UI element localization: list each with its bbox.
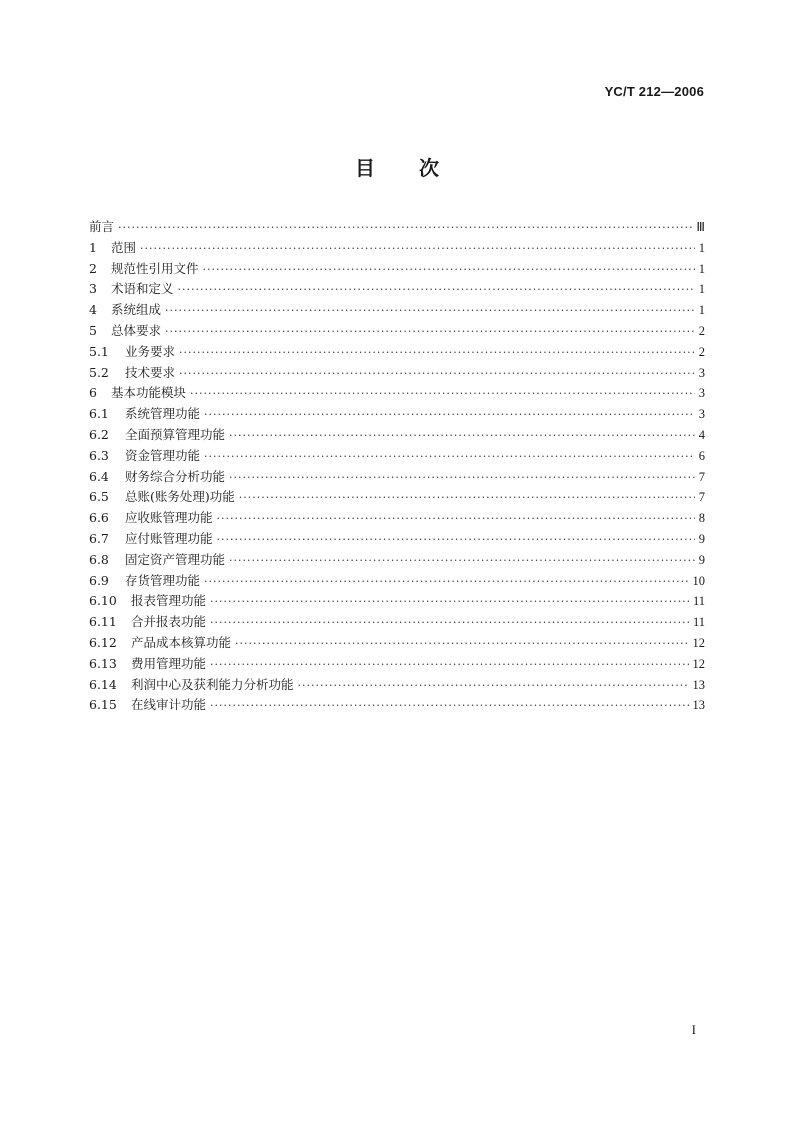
toc-entry[interactable]: [89, 633, 705, 654]
toc-dot-leader: [204, 447, 695, 468]
toc-entry-label: 在线审计功能: [131, 697, 207, 713]
toc-entry[interactable]: [89, 217, 705, 238]
toc-entry-number: 2: [89, 260, 97, 276]
toc-entry[interactable]: [89, 695, 705, 716]
toc-entry-page: 11: [692, 615, 705, 630]
toc-dot-leader: [210, 655, 688, 676]
toc-entry-number: 6.5: [89, 489, 109, 505]
toc-entry[interactable]: [89, 612, 705, 633]
toc-entry-page: 3: [698, 386, 705, 401]
toc-entry-label: 系统组成: [111, 302, 162, 318]
toc-dot-leader: [203, 260, 695, 281]
toc-entry-label: 前言: [89, 219, 115, 234]
toc-dot-leader: [217, 530, 695, 551]
toc-entry-number: 6.8: [89, 551, 109, 567]
toc-entry-label: 业务要求: [125, 343, 176, 359]
toc-entry[interactable]: [89, 487, 705, 508]
toc-entry-page: 1: [698, 282, 705, 297]
toc-entry-label: 总体要求: [111, 322, 162, 338]
toc-entry-page: 13: [692, 677, 705, 692]
toc-entry[interactable]: [89, 467, 705, 488]
toc-entry[interactable]: [89, 654, 705, 675]
toc-entry-label: 固定资产管理功能: [125, 551, 226, 567]
toc-entry[interactable]: [89, 300, 705, 321]
toc-dot-leader: [229, 468, 695, 489]
toc-entry-number: 6.12: [89, 634, 117, 650]
toc-dot-leader: [210, 613, 689, 634]
toc-entry[interactable]: [89, 529, 705, 550]
toc-entry-label: 存货管理功能: [125, 572, 201, 588]
toc-entry-number: 6.14: [89, 676, 117, 692]
toc-entry-number: 6.4: [89, 468, 109, 484]
toc-entry-label: 技术要求: [125, 364, 176, 380]
toc-entry-label: 应收账管理功能: [125, 510, 213, 526]
toc-dot-leader: [204, 572, 688, 593]
toc-entry[interactable]: [89, 321, 705, 342]
toc-entry-label: 费用管理功能: [131, 655, 207, 671]
toc-entry-label: 全面预算管理功能: [125, 426, 226, 442]
page-number: I: [691, 1022, 696, 1037]
toc-entry-number: 1: [89, 239, 97, 255]
toc-entry-label: 合并报表功能: [131, 614, 207, 630]
toc-dot-leader: [210, 696, 688, 717]
toc-entry-number: 6.2: [89, 426, 109, 442]
toc-entry[interactable]: [89, 363, 705, 384]
toc-entry-page: 7: [698, 469, 705, 484]
toc-entry[interactable]: [89, 508, 705, 529]
toc-entry-label: 范围: [111, 239, 137, 255]
toc-entry-label: 术语和定义: [111, 281, 174, 297]
toc-dot-leader: [217, 509, 695, 530]
toc-entry-page: 2: [698, 344, 705, 359]
toc-entry-page: 2: [698, 323, 705, 338]
toc-entry-page: Ⅲ: [696, 220, 705, 234]
toc-entry-page: 9: [698, 531, 705, 546]
toc-dot-leader: [118, 218, 692, 239]
toc-entry[interactable]: [89, 279, 705, 300]
toc-entry-page: 11: [692, 594, 705, 609]
toc-entry-number: 5.1: [89, 343, 109, 359]
toc-entry-page: 3: [698, 407, 705, 422]
toc-dot-leader: [140, 239, 695, 260]
toc-entry-number: 3: [89, 281, 97, 297]
toc-entry[interactable]: [89, 550, 705, 571]
toc-entry[interactable]: [89, 591, 705, 612]
table-of-contents: [89, 217, 705, 716]
toc-dot-leader: [239, 488, 695, 509]
standard-code: YC/T 212—2006: [604, 84, 704, 99]
toc-entry-label: 利润中心及获利能力分析功能: [131, 676, 294, 692]
toc-entry-number: 6.3: [89, 447, 109, 463]
toc-dot-leader: [229, 551, 695, 572]
toc-entry[interactable]: [89, 425, 705, 446]
toc-entry-page: 12: [692, 656, 705, 671]
toc-entry-number: 5.2: [89, 364, 109, 380]
toc-entry[interactable]: [89, 675, 705, 696]
toc-dot-leader: [229, 426, 695, 447]
toc-entry-number: 6.6: [89, 510, 109, 526]
toc-entry-label: 报表管理功能: [131, 593, 207, 609]
toc-entry-page: 9: [698, 552, 705, 567]
toc-entry-page: 10: [692, 573, 705, 588]
toc-entry-label: 规范性引用文件: [111, 260, 199, 276]
toc-entry-label: 基本功能模块: [111, 385, 187, 401]
toc-entry-label: 产品成本核算功能: [131, 634, 232, 650]
toc-entry-number: 6.9: [89, 572, 109, 588]
toc-entry-number: 6.11: [89, 614, 117, 630]
toc-entry-page: 1: [698, 303, 705, 318]
toc-dot-leader: [165, 322, 695, 343]
toc-entry[interactable]: [89, 238, 705, 259]
toc-entry-page: 1: [698, 240, 705, 255]
toc-entry-page: 7: [698, 490, 705, 505]
toc-entry[interactable]: [89, 571, 705, 592]
toc-entry-number: 6.1: [89, 406, 109, 422]
toc-entry-number: 6.10: [89, 593, 117, 609]
toc-dot-leader: [179, 364, 695, 385]
toc-entry[interactable]: [89, 342, 705, 363]
toc-entry-page: 1: [698, 261, 705, 276]
toc-dot-leader: [204, 405, 695, 426]
toc-entry-number: 6.13: [89, 655, 117, 671]
toc-entry-number: 5: [89, 322, 97, 338]
toc-entry-label: 资金管理功能: [125, 447, 201, 463]
toc-entry-page: 13: [692, 698, 705, 713]
toc-entry-label: 财务综合分析功能: [125, 468, 226, 484]
toc-dot-leader: [298, 676, 689, 697]
toc-entry[interactable]: [89, 404, 705, 425]
toc-entry-label: 系统管理功能: [125, 406, 201, 422]
toc-entry-page: 6: [698, 448, 705, 463]
toc-entry-number: 6: [89, 385, 97, 401]
toc-dot-leader: [165, 301, 695, 322]
toc-entry-page: 8: [698, 511, 705, 526]
toc-dot-leader: [190, 384, 695, 405]
toc-entry-number: 6.15: [89, 697, 117, 713]
page-title-char-1: 目: [355, 156, 375, 180]
toc-entry-label: 应付账管理功能: [125, 530, 213, 546]
toc-entry-page: 12: [692, 635, 705, 650]
page-title-char-2: 次: [419, 156, 439, 180]
toc-entry-number: 6.7: [89, 530, 109, 546]
toc-entry-page: 3: [698, 365, 705, 380]
toc-dot-leader: [210, 592, 689, 613]
page-title: [0, 152, 794, 181]
toc-dot-leader: [235, 634, 688, 655]
toc-dot-leader: [179, 343, 695, 364]
toc-entry-label: 总账(账务处理)功能: [125, 489, 235, 505]
toc-entry[interactable]: [89, 259, 705, 280]
toc-entry[interactable]: [89, 446, 705, 467]
toc-entry[interactable]: [89, 383, 705, 404]
toc-entry-number: 4: [89, 302, 97, 318]
toc-entry-page: 4: [698, 427, 705, 442]
toc-dot-leader: [178, 280, 695, 301]
